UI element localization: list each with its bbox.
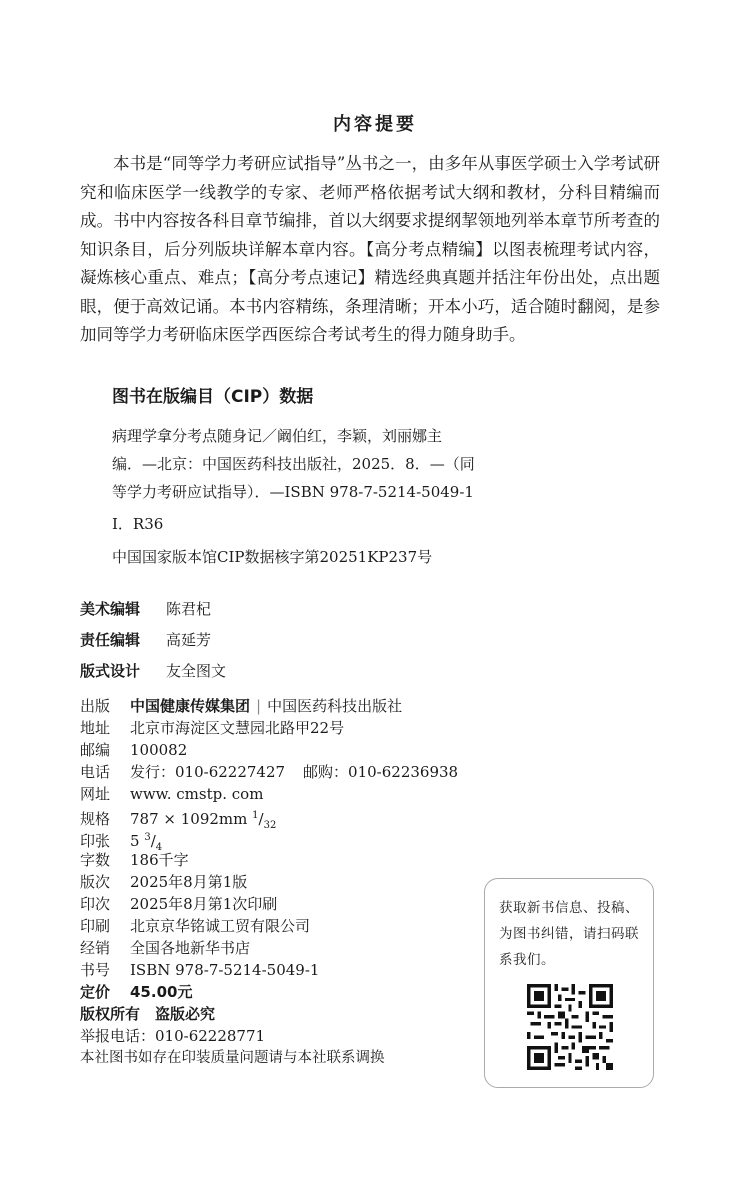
staff-value: 友全图文 [166,662,227,680]
info-address [80,717,458,739]
info-distributor [80,937,458,959]
website-link[interactable]: www. cmstp. com [130,785,264,803]
info-value: ISBN 978-7-5214-5049-1 [130,961,320,979]
qr-contact-box [484,878,654,1088]
info-notice: 本社图书如存在印装质量问题请与本社联系调换 [80,1050,385,1066]
cip-line-1: 病理学拿分考点随身记／阚伯红，李颖，刘丽娜主 [112,427,443,445]
sheets-whole: 5 [130,832,140,850]
cip-line-2: 编．—北京：中国医药科技出版社，2025．8．—（同 [112,455,475,473]
info-value: 北京市海淀区文慧园北路甲22号 [130,719,345,737]
info-printing [80,893,458,915]
qr-code-icon[interactable] [527,984,613,1070]
price-value: 45.00元 [130,983,193,1001]
info-label: 印张 [80,832,111,850]
phone-mail: 邮购：010-62236938 [303,763,459,781]
cip-class: Ⅰ．R36 [112,515,164,533]
info-label: 字数 [80,851,111,869]
staff-art-editor [80,598,211,619]
info-words [80,849,458,871]
format-denominator: 32 [263,820,277,831]
sheets-denominator: 4 [155,842,163,853]
publisher-name: 中国医药科技出版社 [267,697,403,715]
staff-value: 陈君杞 [166,600,212,618]
info-website [80,783,458,805]
info-value: 100082 [130,741,188,759]
sheets-numerator: 3 [144,832,151,843]
info-printer [80,915,458,937]
cip-record: 中国国家版本馆CIP数据核字第20251KP237号 [112,548,433,566]
info-report [80,1025,458,1047]
info-format: 规格 787 × 1092mm $^1/_{32}$ [80,810,277,831]
info-value: 北京京华铭诚工贸有限公司 [130,917,311,935]
publisher-group: 中国健康传媒集团 [130,697,251,715]
info-label: 网址 [80,785,111,803]
info-phone [80,761,458,783]
info-postcode [80,739,458,761]
staff-responsible-editor [80,629,211,650]
info-isbn [80,959,458,981]
info-publisher [80,695,458,717]
info-label: 书号 [80,961,111,979]
staff-value: 高延芳 [166,631,212,649]
info-value: 186千字 [130,851,189,869]
info-label: 地址 [80,719,111,737]
publisher-separator: | [256,697,262,715]
summary-body: 本书是“同等学力考研应试指导”丛书之一，由多年从事医学硕士入学考试研究和临床医学一线教学的专家、老师严格依据考试大纲和教材，分科目精编而成。书中内容按各科目章节编排，首以大纲要求提纲挈领地列举本章节所考查的知识条目，后分列版块详解本章内容。【高分考点精编】以图表梳理考试内容，凝炼核心重点、难点；【高分考点速记】精选经典真题并括注年份出处，点出题眼，便于高效记诵。本书内容精练，条理清晰；开本小巧，适合随时翻阅，是参加同等学力考研临床医学西医综合考试考生的得力随身助手。 [80,154,660,344]
staff-label: 责任编辑 [80,631,141,649]
info-label: 邮编 [80,741,111,759]
info-label: 出版 [80,697,111,715]
cip-title: 图书在版编目（CIP）数据 [112,387,314,407]
info-label: 经销 [80,939,111,957]
cip-line-3: 等学力考研应试指导）．—ISBN 978-7-5214-5049-1 [112,483,474,501]
qr-caption: 获取新书信息、投稿、为图书纠错，请扫码联系我们。 [499,900,639,968]
report-phone: 010-62228771 [155,1027,266,1045]
info-label: 定价 [80,983,111,1001]
publication-info [80,695,458,1069]
info-value: 全国各地新华书店 [130,939,251,957]
info-rights: 版权所有 盗版必究 [80,1005,216,1023]
format-main: 787 × 1092mm [130,810,248,828]
staff-layout-design [80,660,226,681]
staff-label: 版式设计 [80,662,141,680]
info-label: 印刷 [80,917,111,935]
phone-sales: 发行：010-62227427 [130,763,286,781]
info-label: 电话 [80,763,111,781]
info-value: 2025年8月第1次印刷 [130,895,278,913]
info-label: 规格 [80,810,111,828]
info-value: 2025年8月第1版 [130,873,248,891]
info-edition [80,871,458,893]
format-numerator: 1 [252,810,259,821]
info-label: 印次 [80,895,111,913]
staff-label: 美术编辑 [80,600,141,618]
info-label: 版次 [80,873,111,891]
info-sheets: 印张 5 $^3/_4$ [80,832,163,853]
info-price [80,981,458,1003]
summary-title: 内容提要 [333,114,417,135]
report-label: 举报电话： [80,1027,156,1045]
